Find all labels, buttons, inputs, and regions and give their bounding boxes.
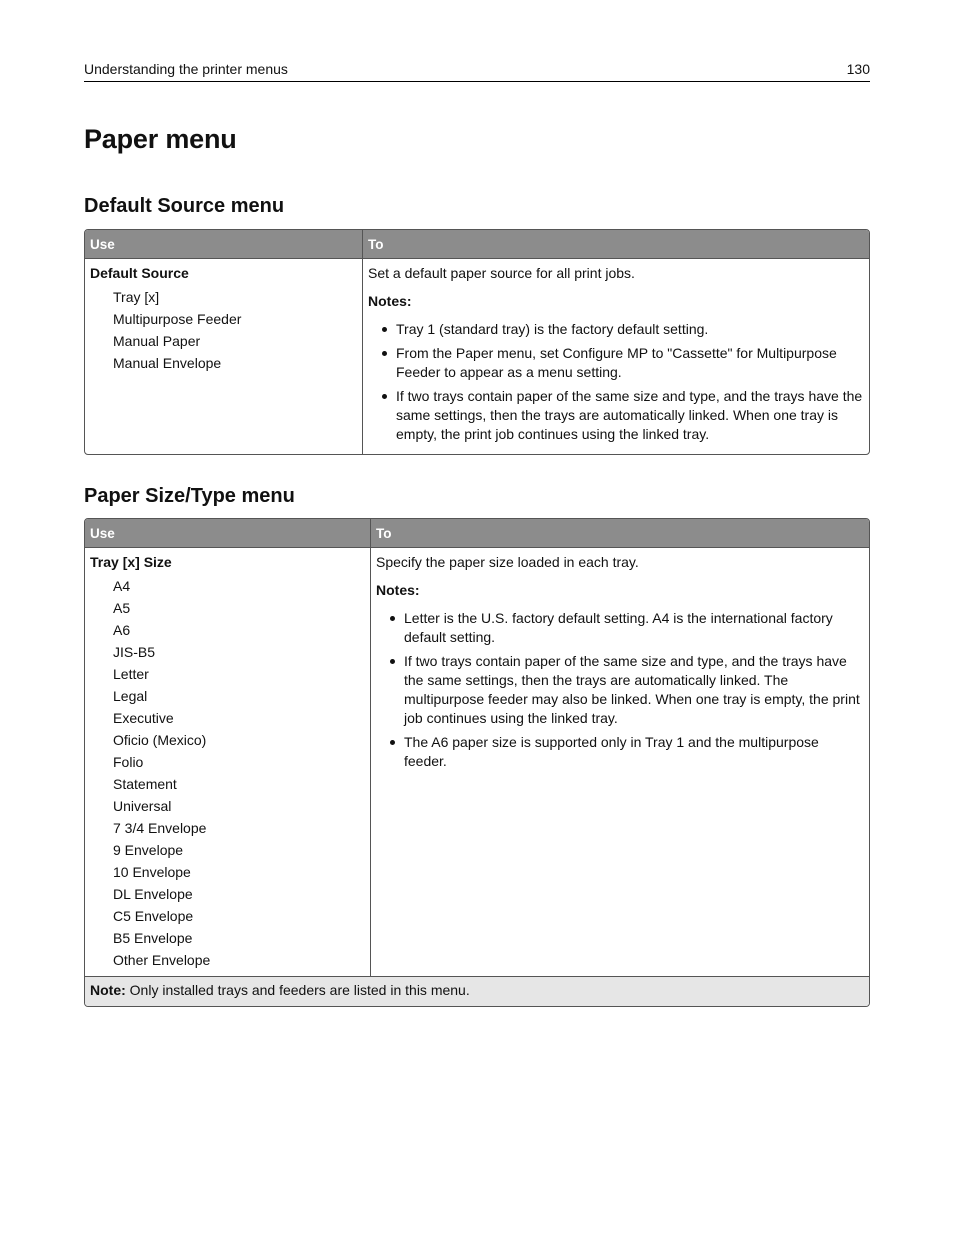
notes-list [368, 320, 864, 444]
menu-option: Statement [113, 776, 177, 792]
note-item: If two trays contain paper of the same size and type, and the trays have the same settings, then the trays are automatically linked. When one tray is empty, the print job continues using the linked tray. [368, 387, 864, 444]
running-header [84, 60, 870, 82]
menu-option: Manual Paper [113, 333, 201, 349]
header-section-title: Understanding the printer menus [84, 61, 288, 77]
menu-option: JIS-B5 [113, 644, 156, 660]
to-cell [362, 259, 869, 454]
note-item: Tray 1 (standard tray) is the factory default setting. [368, 320, 864, 339]
menu-option: Universal [113, 798, 172, 814]
notes-label: Notes: [376, 582, 420, 598]
use-cell [85, 548, 370, 976]
col-header-to: To [370, 519, 869, 548]
menu-item-title: Tray [x] Size [90, 554, 172, 570]
use-cell [85, 259, 362, 454]
menu-option: Multipurpose Feeder [113, 311, 242, 327]
menu-option: A5 [113, 600, 131, 616]
menu-option: Other Envelope [113, 952, 211, 968]
menu-option: Oficio (Mexico) [113, 732, 207, 748]
menu-option: DL Envelope [113, 886, 193, 902]
setting-description: Specify the paper size loaded in each tray. [376, 554, 639, 570]
menu-item-title: Default Source [90, 265, 189, 281]
col-header-to: To [362, 230, 869, 259]
table-row [85, 259, 869, 454]
menu-option: 9 Envelope [113, 842, 184, 858]
menu-option: C5 Envelope [113, 908, 194, 924]
menu-option: A4 [113, 578, 131, 594]
note-item: The A6 paper size is supported only in Tray 1 and the multipurpose feeder. [376, 733, 864, 771]
menu-option: 10 Envelope [113, 864, 191, 880]
menu-option: 7 3/4 Envelope [113, 820, 207, 836]
paper-size-type-heading: Paper Size/Type menu [84, 485, 295, 507]
table-row [85, 548, 869, 976]
page-title: Paper menu [84, 124, 237, 154]
default-source-heading: Default Source menu [84, 195, 285, 217]
menu-option: A6 [113, 622, 131, 638]
menu-option: Folio [113, 754, 144, 770]
footer-note-text: Only installed trays and feeders are listed in this menu. [129, 982, 470, 998]
header-page-number: 130 [846, 61, 870, 77]
menu-option: Letter [113, 666, 149, 682]
menu-option: Legal [113, 688, 148, 704]
footer-note-cell [85, 976, 869, 1006]
note-item: Letter is the U.S. factory default setting. A4 is the international factory default setting. [376, 609, 864, 647]
table-footer-note [85, 976, 869, 1006]
note-item: If two trays contain paper of the same size and type, and the trays have the same settings, then the trays are automatically linked. The multipurpose feeder may also be linked. When one tray is empty, the print job continues using the linked tray. [376, 652, 864, 728]
default-source-table [84, 229, 870, 455]
setting-description: Set a default paper source for all print jobs. [368, 265, 635, 281]
menu-option: Tray [x] [113, 289, 160, 305]
col-header-use: Use [85, 230, 362, 259]
menu-option: Executive [113, 710, 174, 726]
note-item: From the Paper menu, set Configure MP to "Cassette" for Multipurpose Feeder to appear as a menu setting. [368, 344, 864, 382]
paper-size-type-table [84, 518, 870, 1007]
notes-list [376, 609, 864, 771]
col-header-use: Use [85, 519, 370, 548]
footer-note-label: Note: [90, 982, 126, 998]
notes-label: Notes: [368, 293, 412, 309]
menu-option: B5 Envelope [113, 930, 193, 946]
to-cell [370, 548, 869, 976]
menu-option: Manual Envelope [113, 355, 222, 371]
